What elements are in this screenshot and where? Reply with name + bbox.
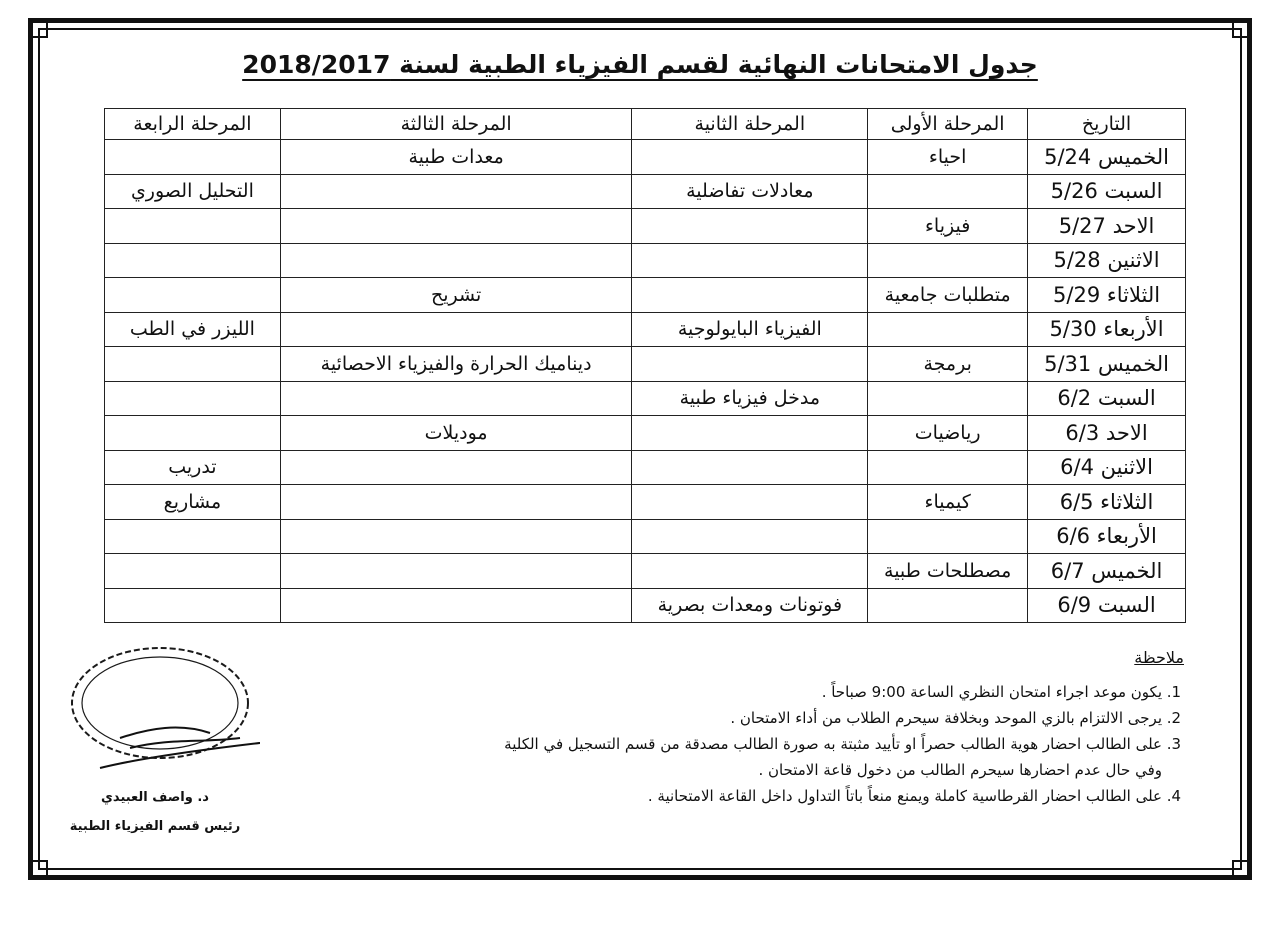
exam-cell (280, 381, 632, 416)
table-row (105, 519, 1186, 554)
exam-schedule-table (104, 108, 1186, 623)
exam-cell: برمجة (868, 347, 1028, 382)
exam-cell (632, 416, 868, 451)
exam-cell (105, 140, 281, 175)
date-cell: الأربعاء 5/30 (1028, 312, 1186, 347)
note-item: 2. يرجى الالتزام بالزي الموحد وبخلافة سيحرم الطلاب من أداء الامتحان . (504, 705, 1162, 731)
note-item: 3. على الطالب احضار هوية الطالب حصراً او تأييد مثبتة به صورة الطالب مصدقة من قسم التسجيل في الكلية وفي حال عدم احضارها سيحرم الطالب من دخول قاعة الامتحان . (504, 731, 1162, 783)
table-row (105, 278, 1186, 313)
corner-ornament (30, 20, 48, 38)
notes-list (504, 679, 1184, 809)
table-row (105, 485, 1186, 520)
date-cell: الخميس 6/7 (1028, 554, 1186, 589)
exam-cell: معدات طبية (280, 140, 632, 175)
exam-cell: متطلبات جامعية (868, 278, 1028, 313)
exam-cell (105, 243, 281, 278)
exam-cell (280, 243, 632, 278)
department-stamp (60, 638, 260, 788)
exam-cell (868, 312, 1028, 347)
exam-cell: احياء (868, 140, 1028, 175)
note-item: 1. يكون موعد اجراء امتحان النظري الساعة 9:00 صباحاً . (504, 679, 1162, 705)
exam-cell (105, 347, 281, 382)
exam-cell: مشاريع (105, 485, 281, 520)
notes-section (504, 648, 1184, 809)
header-date: التاريخ (1028, 109, 1186, 140)
exam-cell: فوتونات ومعدات بصرية (632, 588, 868, 623)
exam-cell: فيزياء (868, 209, 1028, 244)
exam-cell (105, 554, 281, 589)
signature-stroke (100, 718, 260, 768)
exam-cell: موديلات (280, 416, 632, 451)
exam-cell (868, 519, 1028, 554)
date-cell: الثلاثاء 6/5 (1028, 485, 1186, 520)
header-stage-4: المرحلة الرابعة (105, 109, 281, 140)
exam-cell (105, 381, 281, 416)
corner-ornament (30, 860, 48, 878)
table-body (105, 140, 1186, 623)
header-stage-1: المرحلة الأولى (868, 109, 1028, 140)
exam-cell (105, 588, 281, 623)
exam-cell (632, 243, 868, 278)
table-row (105, 312, 1186, 347)
table-row (105, 140, 1186, 175)
date-cell: السبت 6/9 (1028, 588, 1186, 623)
date-cell: الخميس 5/24 (1028, 140, 1186, 175)
corner-ornament (1232, 860, 1250, 878)
date-cell: الثلاثاء 5/29 (1028, 278, 1186, 313)
exam-cell (632, 278, 868, 313)
exam-cell: ديناميك الحرارة والفيزياء الاحصائية (280, 347, 632, 382)
header-stage-2: المرحلة الثانية (632, 109, 868, 140)
exam-cell (280, 174, 632, 209)
table-header-row (105, 109, 1186, 140)
exam-cell: تشريح (280, 278, 632, 313)
exam-cell (868, 588, 1028, 623)
signer-position: رئيس قسم الفيزياء الطبية (69, 819, 241, 834)
signer-name: د. واصف العبيدي (101, 790, 209, 805)
header-stage-3: المرحلة الثالثة (280, 109, 632, 140)
exam-cell: الفيزياء البايولوجية (632, 312, 868, 347)
exam-cell (280, 209, 632, 244)
table-row (105, 174, 1186, 209)
table-row (105, 554, 1186, 589)
exam-cell: كيمياء (868, 485, 1028, 520)
exam-cell (280, 485, 632, 520)
exam-cell (632, 485, 868, 520)
exam-cell (280, 588, 632, 623)
signature-block (60, 790, 250, 848)
exam-cell (868, 450, 1028, 485)
exam-cell (105, 209, 281, 244)
date-cell: الخميس 5/31 (1028, 347, 1186, 382)
exam-cell (105, 278, 281, 313)
date-cell: الاثنين 5/28 (1028, 243, 1186, 278)
corner-ornament (1232, 20, 1250, 38)
exam-cell: مدخل فيزياء طبية (632, 381, 868, 416)
table-row (105, 347, 1186, 382)
exam-cell (632, 209, 868, 244)
exam-cell: التحليل الصوري (105, 174, 281, 209)
note-item: 4. على الطالب احضار القرطاسية كاملة ويمنع منعاً باتاً التداول داخل القاعة الامتحانية . (504, 783, 1162, 809)
exam-cell (632, 140, 868, 175)
document-title-text: جدول الامتحانات النهائية لقسم الفيزياء الطبية لسنة 2018/2017 (242, 50, 1038, 79)
table-row (105, 209, 1186, 244)
date-cell: الأربعاء 6/6 (1028, 519, 1186, 554)
exam-cell (868, 243, 1028, 278)
document-title (200, 50, 1080, 79)
exam-cell: مصطلحات طبية (868, 554, 1028, 589)
table-row (105, 450, 1186, 485)
table-row (105, 243, 1186, 278)
exam-cell (280, 519, 632, 554)
exam-cell (868, 174, 1028, 209)
exam-cell: تدريب (105, 450, 281, 485)
exam-cell: رياضيات (868, 416, 1028, 451)
table-row (105, 416, 1186, 451)
date-cell: الاثنين 6/4 (1028, 450, 1186, 485)
date-cell: السبت 6/2 (1028, 381, 1186, 416)
table-row (105, 588, 1186, 623)
exam-cell (632, 519, 868, 554)
exam-cell (632, 450, 868, 485)
exam-cell (868, 381, 1028, 416)
exam-cell (632, 554, 868, 589)
date-cell: الاحد 6/3 (1028, 416, 1186, 451)
table-row (105, 381, 1186, 416)
date-cell: الاحد 5/27 (1028, 209, 1186, 244)
date-cell: السبت 5/26 (1028, 174, 1186, 209)
exam-cell: الليزر في الطب (105, 312, 281, 347)
exam-cell (280, 554, 632, 589)
exam-cell (632, 347, 868, 382)
exam-cell (280, 450, 632, 485)
exam-cell (105, 416, 281, 451)
notes-title: ملاحظة (1134, 648, 1184, 667)
exam-cell (105, 519, 281, 554)
exam-cell (280, 312, 632, 347)
exam-cell: معادلات تفاضلية (632, 174, 868, 209)
